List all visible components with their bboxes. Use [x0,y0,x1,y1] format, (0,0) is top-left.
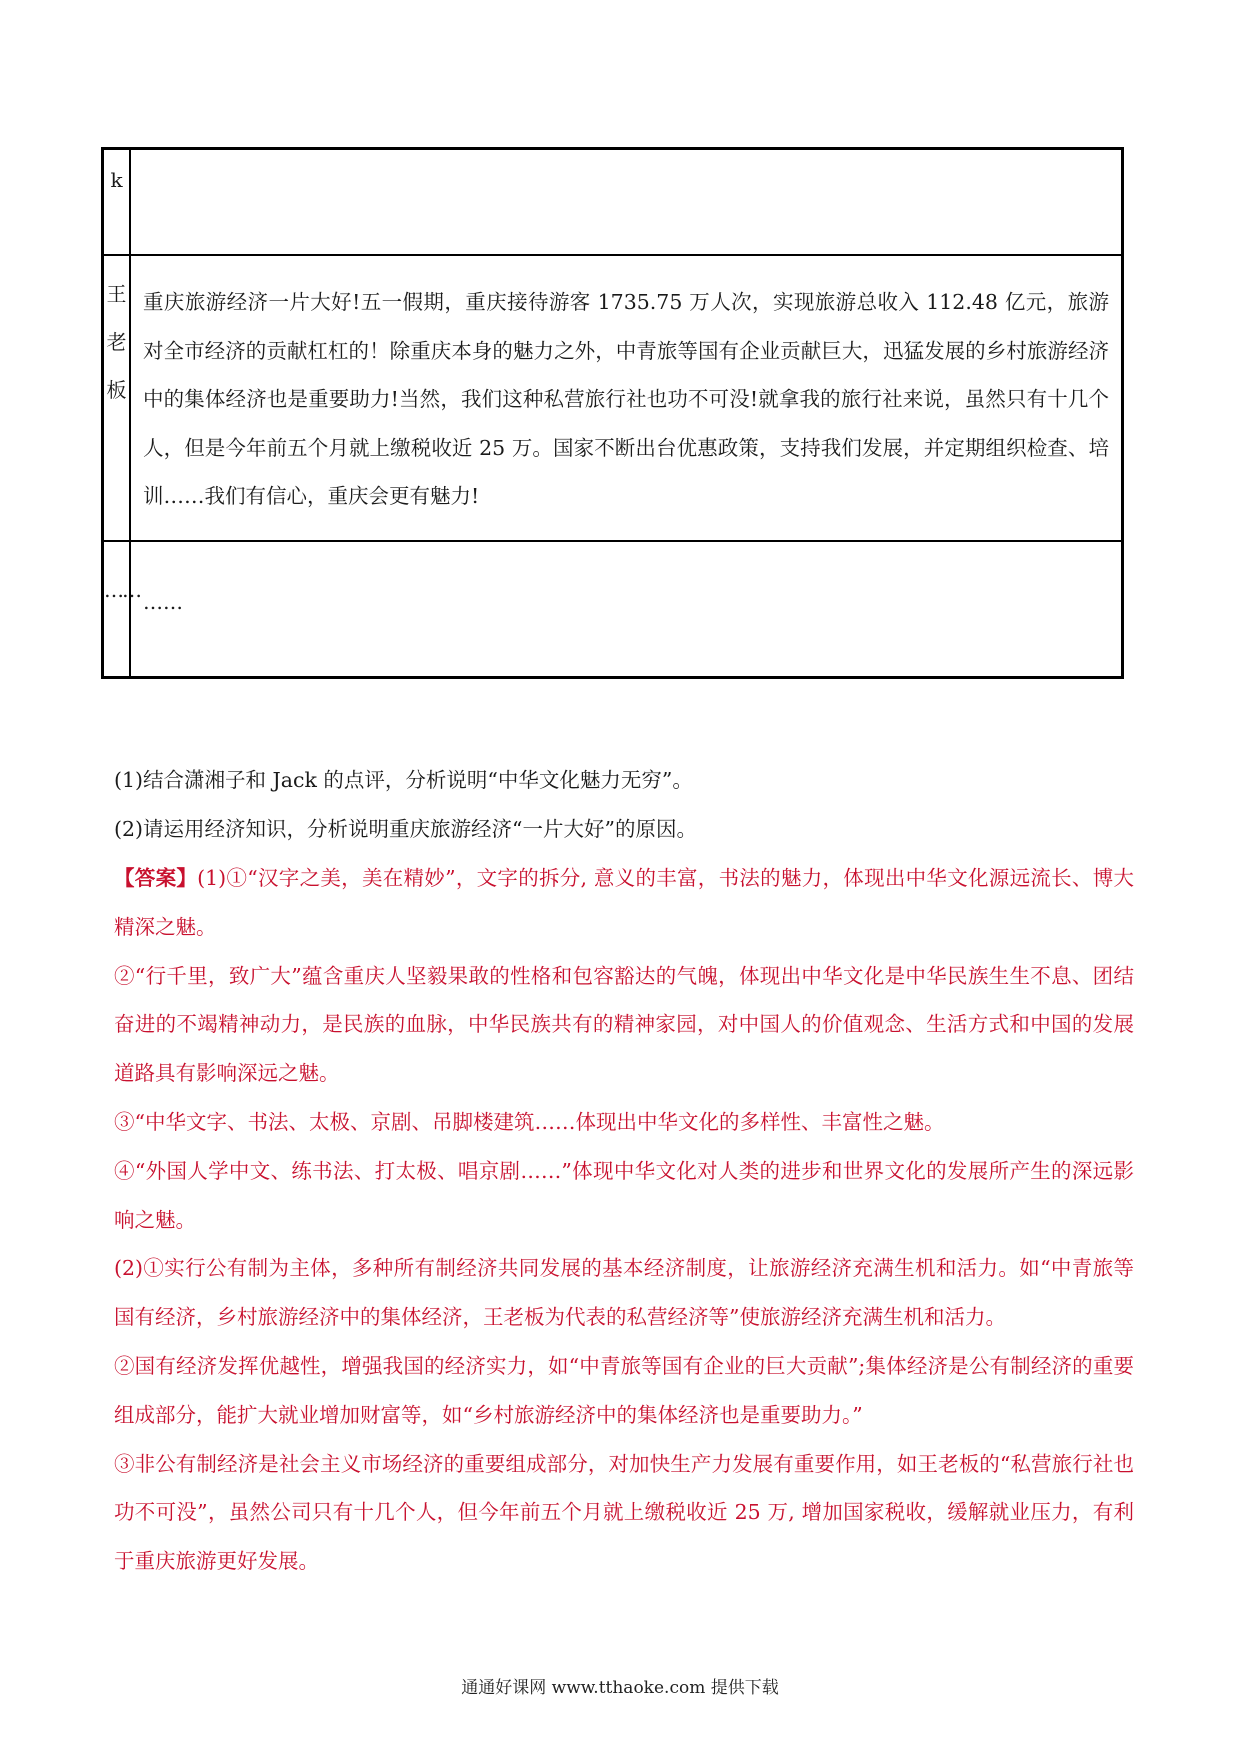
question-1: (1)结合潇湘子和 Jack 的点评，分析说明“中华文化魅力无穷”。 [114,768,693,792]
commenter-cell [103,541,140,678]
answer-paragraph: ②国有经济发挥优越性，增强我国的经济实力，如“中青旅等国有企业的巨大贡献”;集体经济是公有制经济的重要组成部分，能扩大就业增加财富等，如“乡村旅游经济中的集体经济也是重要助力。” [114,1353,1134,1427]
table-row [103,149,1123,256]
question-2: (2)请运用经济知识，分析说明重庆旅游经济“一片大好”的原因。 [114,816,697,841]
comment-text: 重庆旅游经济一片大好!五一假期，重庆接待游客 1735.75 万人次，实现旅游总收入 112.48 亿元，旅游对全市经济的贡献杠杠的！除重庆本身的魅力之外，中青旅等国有企业贡献巨大，迅猛发展的乡村旅游经济中的集体经济也是重要助力!当然，我们这种私营旅行社也功不可没!就拿我的旅行社来说，虽然只有十几个人，但是今年前五个月就上缴税收近 25 万。国家不断出台优惠政策，支持我们发展，并定期组织检查、培训……我们有信心，重庆会更有魅力! [143,290,1109,508]
answer-paragraph: ③非公有制经济是社会主义市场经济的重要组成部分，对加快生产力发展有重要作用，如王老板的“私营旅行社也功不可没”，虽然公司只有十几个人，但今年前五个月就上缴税收近 25 万, 增加国家税收，缓解就业压力，有利于重庆旅游更好发展。 [114,1451,1134,1574]
commenter-name: …… [104,578,140,602]
answer-text: (1)①“汉字之美，美在精妙”，文字的拆分, 意义的丰富，书法的魅力，体现出中华文化源远流长、博大精深之魅。 [114,866,1134,939]
comment-cell [130,149,1123,256]
commenter-name: 王老板 [106,282,127,402]
answer-section [114,854,1134,1586]
comment-table [101,147,1124,679]
answer-paragraph: ④“外国人学中文、练书法、打太极、唱京剧……”体现中华文化对人类的进步和世界文化的发展所产生的深远影响之魅。 [114,1158,1134,1232]
answer-paragraph: ②“行千里，致广大”蕴含重庆人坚毅果敢的性格和包容豁达的气魄，体现出中华文化是中华民族生生不息、团结奋进的不竭精神动力，是民族的血脉，中华民族共有的精神家园，对中国人的价值观念、生活方式和中国的发展道路具有影响深远之魅。 [114,963,1134,1086]
commenter-cell [103,255,131,541]
comment-cell [130,541,1123,678]
comment-text: …… [143,590,183,614]
table-row [103,255,1123,541]
answer-paragraph: (2)①实行公有制为主体，多种所有制经济共同发展的基本经济制度，让旅游经济充满生机和活力。如“中青旅等国有经济，乡村旅游经济中的集体经济，王老板为代表的私营经济等”使旅游经济充满生机和活力。 [114,1256,1134,1330]
answer-paragraph [114,854,1134,952]
page-footer: 通通好课网 www.tthaoke.com 提供下载 [461,1678,779,1698]
answer-label: 【答案】 [114,866,198,890]
table-row [103,541,1123,678]
commenter-cell [103,149,131,256]
comment-cell [130,255,1123,541]
answer-paragraph: ③“中华文字、书法、太极、京剧、吊脚楼建筑……体现出中华文化的多样性、丰富性之魅。 [114,1109,945,1134]
commenter-name: k [110,168,123,192]
questions [114,756,1134,854]
comment-text [131,150,1121,172]
